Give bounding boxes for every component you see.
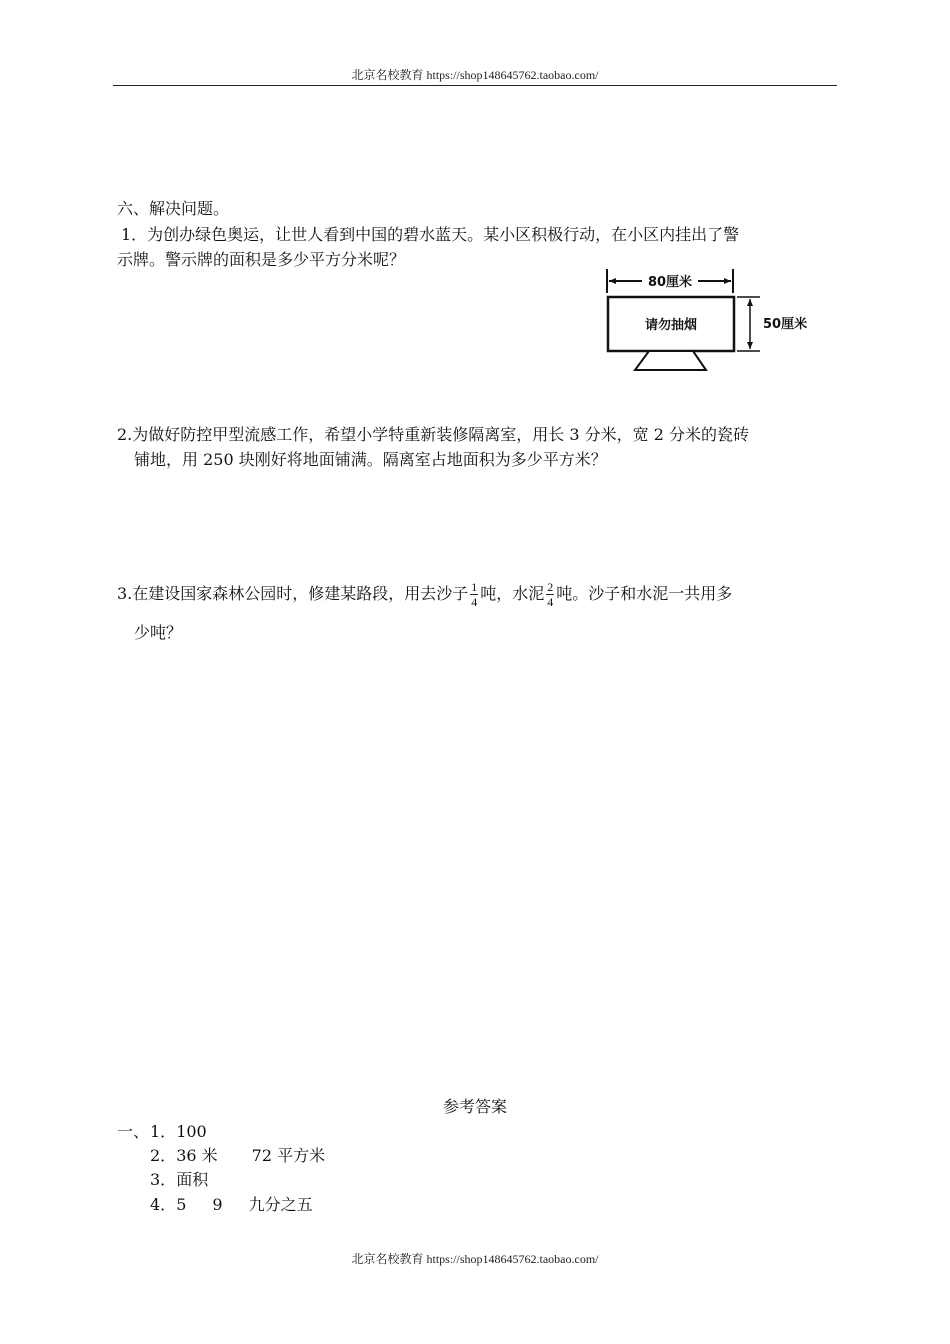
warning-sign-figure	[600, 266, 810, 376]
q3-text-part3: 吨。沙子和水泥一共用多	[556, 584, 733, 603]
answer-2-number: 2．	[150, 1146, 177, 1165]
section-title: 六、解决问题。	[117, 199, 230, 218]
q2-line2: 铺地，用 250 块刚好将地面铺满。隔离室占地面积为多少平方米？	[134, 450, 607, 469]
answer-2-value-b: 72 平方米	[251, 1146, 326, 1165]
fraction-sand	[470, 580, 478, 609]
width-label: 80厘米	[647, 275, 693, 290]
fraction-sand-numerator: 1	[471, 580, 478, 594]
answers-title: 参考答案	[442, 1097, 507, 1116]
answer-4-value-c: 九分之五	[248, 1195, 313, 1214]
q2-line1: 2.为做好防控甲型流感工作，希望小学特重新装修隔离室，用长 3 分米，宽 2 分米的瓷砖	[117, 425, 749, 444]
sign-text: 请勿抽烟	[644, 318, 698, 333]
fraction-cement-numerator: 2	[547, 580, 554, 594]
header-divider	[113, 85, 837, 86]
width-arrow-right	[724, 278, 731, 284]
page-footer: 北京名校教育 https://shop148645762.taobao.com/	[351, 1252, 599, 1266]
answer-2-value-a: 36 米	[176, 1146, 218, 1165]
answer-item-2	[150, 1144, 325, 1168]
sign-stand	[635, 351, 706, 370]
width-arrow-left	[609, 278, 616, 284]
q1-line2: 示牌。警示牌的面积是多少平方分米呢？	[117, 250, 406, 269]
height-label: 50厘米	[763, 317, 808, 332]
fraction-cement-denominator: 4	[547, 595, 554, 609]
height-arrow-bottom	[747, 342, 753, 349]
answer-4-value-b: 9	[212, 1195, 223, 1214]
height-arrow-top	[747, 299, 753, 306]
answer-1-number: 1．	[150, 1122, 177, 1141]
q3-text-part2: 吨，水泥	[480, 584, 545, 603]
q3-text-part1: 3.在建设国家森林公园时，修建某路段，用去沙子	[117, 584, 469, 603]
answer-4-number: 4．	[150, 1195, 177, 1214]
answer-1-value: 100	[176, 1122, 207, 1141]
answer-item-4	[150, 1193, 313, 1217]
answer-item-3	[150, 1168, 208, 1192]
q3-line1	[117, 580, 732, 609]
fraction-sand-denominator: 4	[471, 595, 478, 609]
fraction-cement	[546, 580, 554, 609]
page-header: 北京名校教育 https://shop148645762.taobao.com/	[351, 68, 599, 82]
q1-line1: 1．为创办绿色奥运，让世人看到中国的碧水蓝天。某小区积极行动，在小区内挂出了警	[121, 225, 740, 244]
answer-3-number: 3．	[150, 1170, 177, 1189]
answers-section1-label: 一、	[117, 1122, 150, 1141]
answer-3-value: 面积	[176, 1170, 209, 1189]
q3-line2: 少吨？	[134, 623, 183, 642]
answer-item-1	[150, 1120, 207, 1144]
answer-4-value-a: 5	[176, 1195, 187, 1214]
